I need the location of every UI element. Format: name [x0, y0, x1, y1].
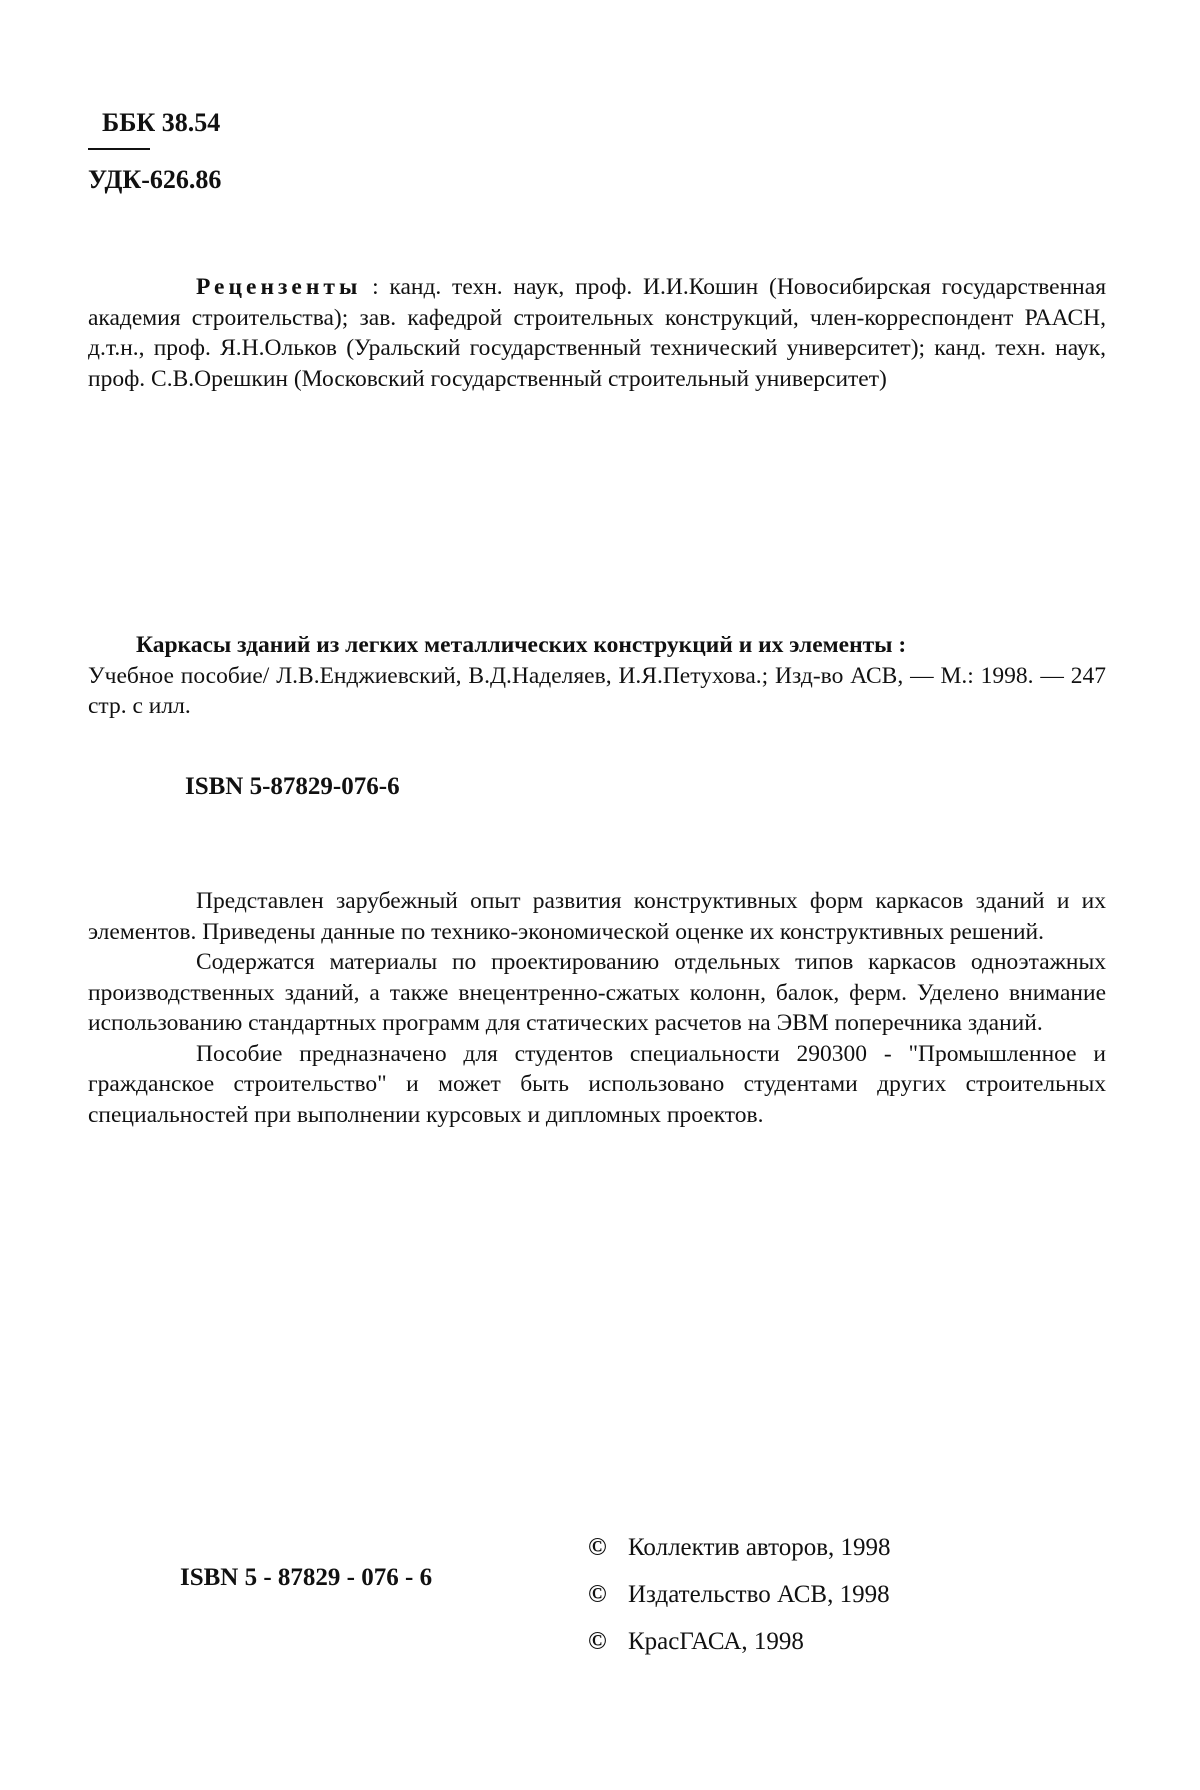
copyright-text: Коллектив авторов, 1998 [628, 1534, 891, 1561]
isbn-line: ISBN 5-87829-076-6 [185, 773, 400, 800]
reviewers-paragraph [88, 272, 1106, 394]
abstract-paragraph: Представлен зарубежный опыт развития конструктивных форм каркасов зданий и их элементов. Приведены данные по технико-экономической оценке их конструктивных решений. [88, 888, 1106, 945]
reviewers-label: Рецензенты [196, 274, 362, 300]
copyright-line [588, 1571, 891, 1618]
copyright-icon: © [588, 1581, 607, 1608]
abstract-paragraph: Содержатся материалы по проектированию отдельных типов каркасов одноэтажных производственных зданий, а также внецентренно-сжатых колонн, балок, ферм. Уделено внимание использованию стандартных программ для статических расчетов на ЭВМ поперечника зданий. [88, 949, 1106, 1036]
book-details: Учебное пособие/ Л.В.Енджиевский, В.Д.Наделяев, И.Я.Петухова.; Изд-во АСВ, — М.: 1998. — 247 стр. с илл. [88, 662, 1106, 719]
copyright-icon: © [588, 1628, 607, 1655]
footer-isbn: ISBN 5 - 87829 - 076 - 6 [180, 1564, 433, 1591]
copyright-list [588, 1524, 891, 1665]
copyright-line [588, 1618, 891, 1665]
abstract [88, 886, 1106, 1130]
abstract-paragraph: Пособие предназначено для студентов специальности 290300 - "Промышленное и гражданское строительство" и может быть использовано студентами других строительных специальностей при выполнении курсовых и дипломных проектов. [88, 1040, 1106, 1128]
bbk-underline [88, 148, 150, 150]
bbk-code: ББК 38.54 [102, 108, 221, 137]
copyright-line [588, 1524, 891, 1571]
copyright-text: КрасГАСА, 1998 [628, 1628, 804, 1655]
udk-code: УДК-626.86 [88, 165, 222, 194]
reviewers-text: : канд. техн. наук, проф. И.И.Кошин (Новосибирская государственная академия строительства); зав. кафедрой строительных конструкций, член-корреспондент РААСН, д.т.н., проф. Я.Н.Ольков (Уральский государственный технический университет); канд. техн. наук, проф. С.В.Орешкин (Московский государственный строительный университет) [88, 274, 1107, 392]
copyright-text: Издательство АСВ, 1998 [628, 1581, 890, 1608]
bibliographic-entry [88, 630, 1106, 722]
copyright-icon: © [588, 1534, 607, 1561]
book-title: Каркасы зданий из легких металлических конструкций и их элементы : [136, 632, 907, 658]
